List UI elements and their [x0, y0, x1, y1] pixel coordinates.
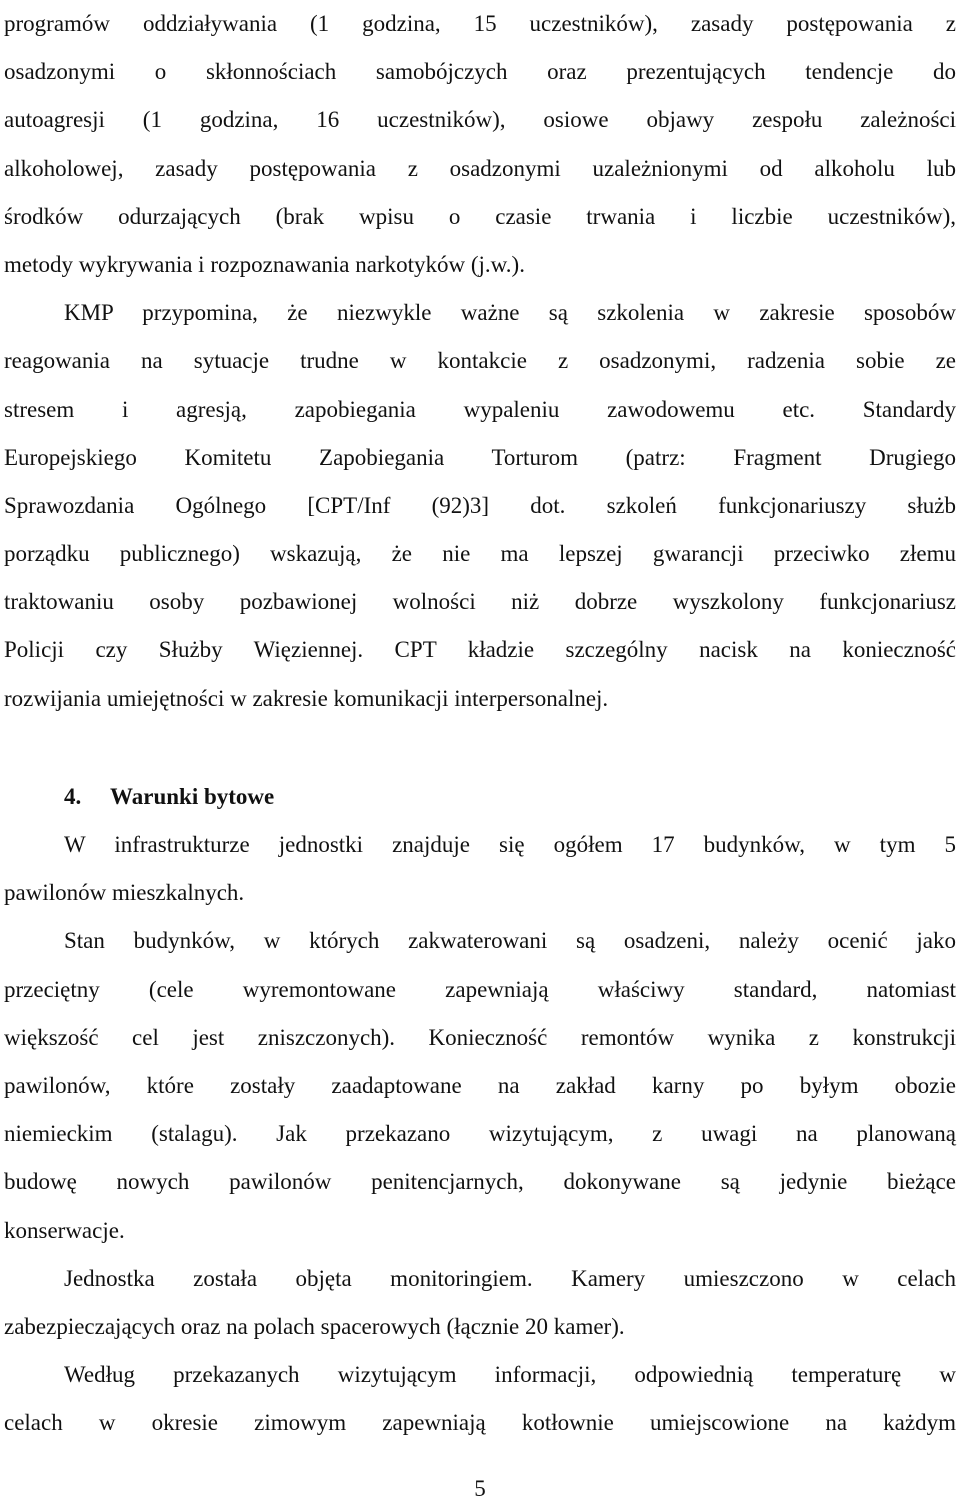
section-number: 4.: [64, 783, 82, 809]
text-line: przeciętny (cele wyremontowane zapewniają właściwy standard, natomiast: [4, 976, 956, 1002]
text-line: Stan budynków, w których zakwaterowani są osadzeni, należy ocenić jako: [64, 928, 956, 954]
text-line: programów oddziaływania (1 godzina, 15 uczestników), zasady postępowania z: [4, 11, 956, 36]
text-line: pawilonów mieszkalnych.: [4, 880, 245, 906]
text-line: stresem i agresją, zapobiegania wypaleniu zawodowemu etc. Standardy: [4, 396, 956, 422]
text-line: celach w okresie zimowym zapewniają kotłownie umiejscowione na każdym: [4, 1410, 956, 1436]
text-line: autoagresji (1 godzina, 16 uczestników), osiowe objawy zespołu zależności: [4, 107, 956, 133]
text-line: Jednostka została objęta monitoringiem. Kamery umieszczono w celach: [64, 1265, 956, 1291]
page-number: 5: [474, 1476, 486, 1501]
text-line: budowę nowych pawilonów penitencjarnych, dokonywane są jedynie bieżące: [4, 1169, 956, 1195]
text-line: traktowaniu osoby pozbawionej wolności niż dobrze wyszkolony funkcjonariusz: [4, 589, 956, 615]
text-line: porządku publicznego) wskazują, że nie ma lepszej gwarancji przeciwko złemu: [4, 541, 956, 567]
text-line: reagowania na sytuacje trudne w kontakcie z osadzonymi, radzenia sobie ze: [4, 348, 956, 374]
document-page: [4, 0, 956, 1447]
text-line: rozwijania umiejętności w zakresie komunikacji interpersonalnej.: [4, 685, 609, 711]
text-line: Według przekazanych wizytującym informacji, odpowiednią temperaturę w: [64, 1362, 956, 1388]
section-spacer: [4, 723, 956, 773]
text-line: konserwacje.: [4, 1217, 125, 1243]
paragraph-building-condition: [4, 917, 956, 1254]
section-title: Warunki bytowe: [110, 783, 275, 809]
text-line: KMP przypomina, że niezwykle ważne są szkolenia w zakresie sposobów: [64, 300, 956, 326]
text-line: Sprawozdania Ogólnego [CPT/Inf (92)3] dot. szkoleń funkcjonariuszy służb: [4, 492, 956, 518]
text-line: osadzonymi o skłonnościach samobójczych oraz prezentujących tendencje do: [4, 59, 956, 85]
text-line: środków odurzających (brak wpisu o czasie trwania i liczbie uczestników),: [4, 203, 956, 229]
text-line: Europejskiego Komitetu Zapobiegania Torturom (patrz: Fragment Drugiego: [4, 444, 956, 470]
paragraph-kmp-reminder: [4, 289, 956, 723]
text-line: Policji czy Służby Więziennej. CPT kładzie szczególny nacisk na konieczność: [4, 637, 956, 663]
text-line: W infrastrukturze jednostki znajduje się ogółem 17 budynków, w tym 5: [64, 832, 956, 857]
paragraph-infrastructure: [4, 821, 956, 917]
paragraph-monitoring: [4, 1255, 956, 1351]
text-line: zabezpieczających oraz na polach spacerowych (łącznie 20 kamer).: [4, 1313, 625, 1339]
section-heading: [4, 773, 956, 821]
text-line: alkoholowej, zasady postępowania z osadzonymi uzależnionymi od alkoholu lub: [4, 155, 956, 181]
text-line: metody wykrywania i rozpoznawania narkotyków (j.w.).: [4, 251, 525, 277]
text-line: pawilonów, które zostały zaadaptowane na zakład karny po byłym obozie: [4, 1072, 956, 1098]
paragraph-heating: [4, 1351, 956, 1447]
text-line: większość cel jest zniszczonych). Konieczność remontów wynika z konstrukcji: [4, 1024, 956, 1050]
text-line: niemieckim (stalagu). Jak przekazano wizytującym, z uwagi na planowaną: [4, 1121, 956, 1147]
paragraph-training-topics: [4, 0, 956, 289]
